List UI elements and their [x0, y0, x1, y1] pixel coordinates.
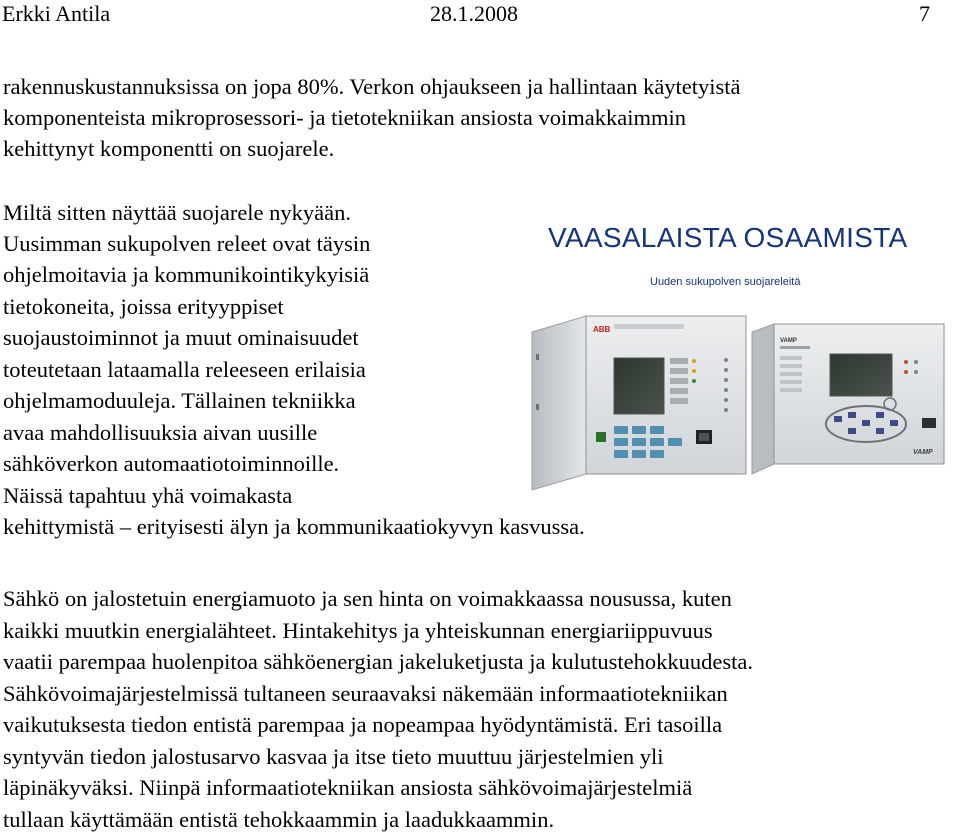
relay-photo	[530, 314, 950, 494]
paragraph3-line: tullaan käyttämään entistä tehokkaammin ja laadukkaammin.	[3, 807, 555, 832]
paragraph1-line: komponenteista mikroprosessori- ja tietotekniikan ansiosta voimakkaimmin	[3, 105, 686, 130]
figure-title: VAASALAISTA OSAAMISTA	[548, 222, 908, 253]
paragraph2-line: ohjelmamoduuleja. Tällainen tekniikka	[3, 388, 356, 413]
paragraph2-line: Miltä sitten näyttää suojarele nykyään.	[3, 200, 352, 225]
paragraph2-line: tietokoneita, joissa erityyppiset	[3, 294, 284, 319]
paragraph2-line: Näissä tapahtuu yhä voimakasta	[3, 483, 293, 508]
paragraph3-line: vaikutuksesta tiedon entistä parempaa ja nopeampaa hyödyntämistä. Eri tasoilla	[3, 712, 723, 737]
relay-figure	[530, 222, 950, 502]
paragraph1-line: rakennuskustannuksissa on jopa 80%. Verkon ohjaukseen ja hallintaan käytetyistä	[3, 74, 741, 99]
abb-relay	[532, 316, 746, 490]
vamp-relay	[752, 324, 944, 474]
paragraph2-line: suojaustoiminnot ja muut ominaisuudet	[3, 325, 359, 350]
figure-subtitle: Uuden sukupolven suojareleitä	[650, 276, 801, 288]
paragraph2-line: Uusimman sukupolven releet ovat täysin	[3, 231, 371, 256]
header-date: 28.1.2008	[430, 1, 518, 26]
abb-logo: ABB	[593, 325, 611, 334]
paragraph2-line: toteutetaan lataamalla releeseen erilaisia	[3, 357, 366, 382]
paragraph2-line: ohjelmoitavia ja kommunikointikykyisiä	[3, 262, 370, 287]
paragraph3-line: syntyvän tiedon jalostusarvo kasvaa ja itse tieto muuttuu järjestelmien yli	[3, 744, 664, 769]
paragraph3-line: Sähkövoimajärjestelmissä tultaneen seuraavaksi näkemään informaatiotekniikan	[3, 681, 728, 706]
paragraph2-line: avaa mahdollisuuksia aivan uusille	[3, 420, 318, 445]
header-page-number: 7	[919, 1, 930, 26]
vamp-logo: VAMP	[780, 338, 797, 344]
paragraph3-line: kaikki muutkin energialähteet. Hintakehitys ja yhteiskunnan energiariippuvuus	[3, 618, 713, 643]
header-author: Erkki Antila	[2, 1, 111, 26]
paragraph2-line: sähköverkon automaatiotoiminnoille.	[3, 451, 340, 476]
paragraph3-line: vaatii parempaa huolenpitoa sähköenergian jakeluketjusta ja kulutustehokkuudesta.	[3, 649, 753, 674]
paragraph3-line: Sähkö on jalostetuin energiamuoto ja sen hinta on voimakkaassa nousussa, kuten	[3, 586, 732, 611]
page-header	[0, 0, 960, 30]
svg-text:VAMP: VAMP	[913, 449, 933, 456]
paragraph1-line: kehittynyt komponentti on suojarele.	[3, 136, 335, 161]
paragraph3-line: läpinäkyväksi. Niinpä informaatiotekniikan ansiosta sähkövoimajärjestelmiä	[3, 775, 693, 800]
paragraph2-line: kehittymistä – erityisesti älyn ja kommunikaatiokyvyn kasvussa.	[3, 514, 585, 539]
